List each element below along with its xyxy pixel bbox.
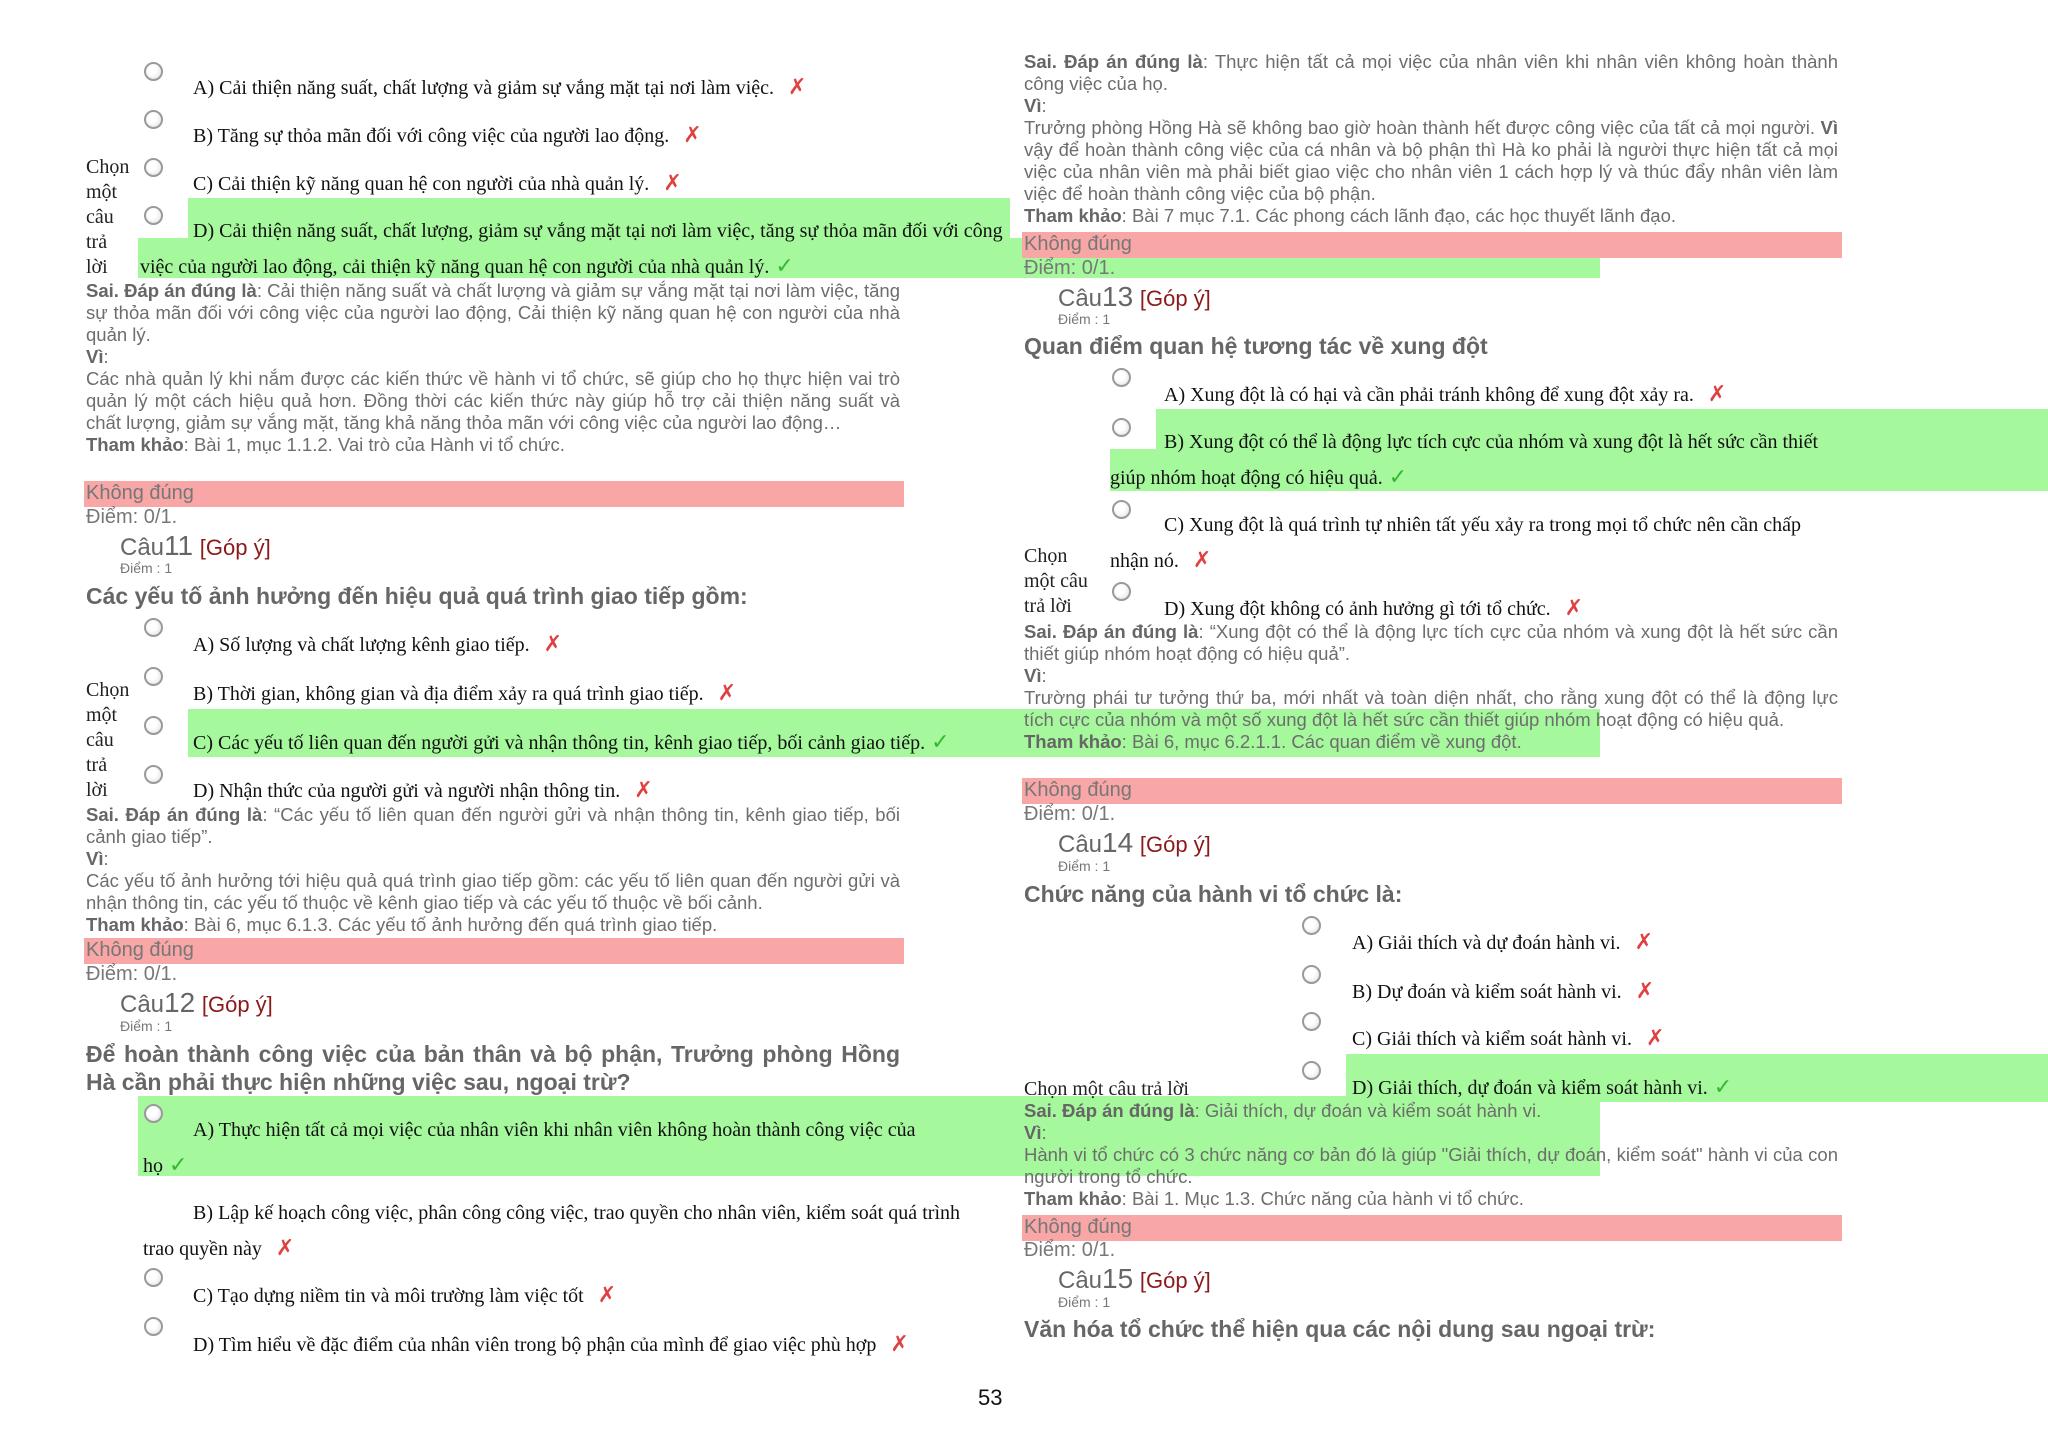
- choose-answer-label: Chọn một câu trả lời: [1024, 1078, 1189, 1100]
- q14-option-b: B) Dự đoán và kiểm soát hành vi. ✗: [1352, 979, 1655, 1004]
- q12-option-d: D) Tìm hiểu về đặc điểm của nhân viên trong bộ phận của mình để giao việc phù hợp ✗: [193, 1332, 909, 1357]
- wrong-mark-icon: ✗: [1635, 979, 1655, 1004]
- points-label: Điểm : 1: [120, 560, 173, 576]
- radio-q12-d[interactable]: [144, 1317, 163, 1336]
- status-text: Không đúng: [86, 482, 194, 504]
- wrong-mark-icon: ✗: [275, 1236, 295, 1261]
- wrong-mark-icon: ✗: [890, 1332, 909, 1357]
- score-text: Điểm: 0/1.: [1024, 803, 1116, 825]
- q12-option-b: B) Lập kế hoạch công việc, phân công công việc, trao quyền cho nhân viên, kiểm soát quá trình trao quyền này ✗: [143, 1202, 960, 1261]
- radio-q11-c[interactable]: [144, 716, 163, 735]
- score-text: Điểm: 0/1.: [1024, 1239, 1116, 1261]
- radio-q14-a[interactable]: [1302, 916, 1321, 935]
- q15-number: Câu15 [Góp ý]: [1058, 1263, 1211, 1294]
- points-label: Điểm : 1: [120, 1018, 173, 1034]
- q14-feedback: Sai. Đáp án đúng là: Giải thích, dự đoán và kiểm soát hành vi. Vì: Hành vi tổ chức có 3 chức năng cơ bản đó là giúp "Giải thích, dự đoán, kiểm soát" hành vi của con người trong tổ chức. Tham khảo: Bài 1. Mục 1.3. Chức năng của hành vi tổ chức.: [1024, 1100, 1838, 1209]
- q11-feedback: Sai. Đáp án đúng là: “Các yếu tố liên quan đến người gửi và nhận thông tin, kênh giao tiếp, bối cảnh giao tiếp”. Vì: Các yếu tố ảnh hưởng tới hiệu quả quá trình giao tiếp gồm: các yếu tố liên quan đến người gửi và nhận thông tin, các yếu tố thuộc về kênh giao tiếp và các yếu tố thuộc về bối cảnh. Tham khảo: Bài 6, mục 6.1.3. Các yếu tố ảnh hưởng đến quá trình giao tiếp.: [86, 804, 900, 935]
- status-text: Không đúng: [1024, 1216, 1132, 1238]
- wrong-mark-icon: ✗: [683, 123, 702, 148]
- q14-title: Chức năng của hành vi tổ chức là:: [1024, 881, 1403, 907]
- q11-option-b: B) Thời gian, không gian và địa điểm xảy ra quá trình giao tiếp. ✗: [193, 681, 737, 706]
- q10-option-b: B) Tăng sự thỏa mãn đối với công việc của người lao động. ✗: [193, 123, 702, 148]
- q14-number: Câu14 [Góp ý]: [1058, 827, 1211, 858]
- radio-q14-d[interactable]: [1302, 1061, 1321, 1080]
- wrong-mark-icon: ✗: [1645, 1026, 1665, 1051]
- q11-number: Câu11 [Góp ý]: [120, 530, 271, 561]
- q13-title: Quan điểm quan hệ tương tác về xung đột: [1024, 333, 1488, 359]
- choose-answer-label: Chọn một câu trả lời: [1024, 545, 1088, 617]
- q13-option-b: B) Xung đột có thể là động lực tích cực của nhóm và xung đột là hết sức cần thiết giúp nhóm hoạt động có hiệu quả. ✓: [1110, 431, 1819, 490]
- radio-q13-d[interactable]: [1112, 582, 1131, 601]
- status-text: Không đúng: [1024, 233, 1132, 255]
- q12-feedback: Sai. Đáp án đúng là: Thực hiện tất cả mọi việc của nhân viên khi nhân viên không hoàn thành công việc của họ. Vì: Trưởng phòng Hồng Hà sẽ không bao giờ hoàn thành hết được công việc của tất cả mọi người. Vì vậy để hoàn thành công việc của cá nhân và bộ phận thì Hà ko phải là người thực hiện tất cả mọi việc của nhân viên mà phải biết giao việc cho nhân viên 1 cách hợp lý và thúc đẩy nhân viên làm việc để hoàn thành công việc của bộ phận. Tham khảo: Bài 7 mục 7.1. Các phong cách lãnh đạo, các học thuyết lãnh đạo.: [1024, 51, 1839, 226]
- points-label: Điểm : 1: [1058, 858, 1111, 874]
- wrong-mark-icon: ✗: [1634, 930, 1653, 955]
- feedback-link[interactable]: [Góp ý]: [1139, 832, 1211, 857]
- radio-q10-a[interactable]: [144, 62, 163, 81]
- q13-option-a: A) Xung đột là có hại và cần phải tránh không để xung đột xảy ra. ✗: [1164, 382, 1727, 407]
- q14-option-a: A) Giải thích và dự đoán hành vi. ✗: [1352, 930, 1653, 955]
- score-text: Điểm: 0/1.: [86, 506, 178, 528]
- status-bar: [1022, 1215, 1842, 1241]
- feedback-link[interactable]: [Góp ý]: [199, 535, 271, 560]
- wrong-mark-icon: ✗: [663, 171, 682, 196]
- wrong-mark-icon: ✗: [717, 681, 737, 706]
- q13-feedback: Sai. Đáp án đúng là: “Xung đột có thể là động lực tích cực của nhóm và xung đột là hết sức cần thiết giúp nhóm hoạt động có hiệu quả”. Vì: Trường phái tư tưởng thứ ba, mới nhất và toàn diện nhất, cho rằng xung đột có thể là động lực tích cực của nhóm và một số xung đột là hết sức cần thiết giúp nhóm hoạt động có hiệu quả. Tham khảo: Bài 6, mục 6.2.1.1. Các quan điểm về xung đột.: [1024, 621, 1838, 752]
- wrong-mark-icon: ✗: [1564, 596, 1584, 621]
- q11-option-d: D) Nhận thức của người gửi và người nhận thông tin. ✗: [193, 778, 653, 803]
- radio-q10-b[interactable]: [144, 110, 163, 129]
- choose-answer-label: Chọn một câu trả lời: [86, 679, 130, 801]
- q13-number: Câu13 [Góp ý]: [1058, 281, 1211, 312]
- q12-number: Câu12 [Góp ý]: [120, 987, 273, 1018]
- status-bar: [84, 938, 904, 964]
- score-text: Điểm: 0/1.: [86, 963, 178, 985]
- wrong-mark-icon: ✗: [788, 75, 807, 100]
- status-bar: [84, 481, 904, 507]
- radio-q14-c[interactable]: [1302, 1012, 1321, 1031]
- status-bar: [1022, 232, 1842, 258]
- radio-q14-b[interactable]: [1302, 965, 1321, 984]
- wrong-mark-icon: ✗: [597, 1283, 617, 1308]
- q11-title: Các yếu tố ảnh hưởng đến hiệu quả quá trình giao tiếp gồm:: [86, 583, 748, 609]
- check-mark-icon: ✓: [931, 730, 950, 755]
- check-mark-icon: ✓: [169, 1153, 188, 1178]
- q12-option-c: C) Tạo dựng niềm tin và môi trường làm việc tốt ✗: [193, 1283, 617, 1308]
- feedback-link[interactable]: [Góp ý]: [201, 992, 273, 1017]
- points-label: Điểm : 1: [1058, 1294, 1111, 1310]
- q14-option-c: C) Giải thích và kiểm soát hành vi. ✗: [1352, 1026, 1665, 1051]
- q12-title: Để hoàn thành công việc của bản thân và bộ phận, Trưởng phòng Hồng Hà cần phải thực hiện những việc sau, ngoại trừ?: [86, 1041, 900, 1095]
- radio-q11-d[interactable]: [144, 765, 163, 784]
- q13-option-d: D) Xung đột không có ảnh hưởng gì tới tổ chức. ✗: [1164, 596, 1584, 621]
- q14-option-d: D) Giải thích, dự đoán và kiểm soát hành vi. ✓: [1352, 1075, 1733, 1100]
- feedback-link[interactable]: [Góp ý]: [1139, 286, 1211, 311]
- wrong-mark-icon: ✗: [1192, 548, 1212, 573]
- status-text: Không đúng: [86, 939, 194, 961]
- wrong-mark-icon: ✗: [543, 632, 563, 657]
- q12-option-a: A) Thực hiện tất cả mọi việc của nhân viên khi nhân viên không hoàn thành công việc của họ ✓: [143, 1119, 916, 1178]
- q10-option-d: D) Cải thiện năng suất, chất lượng, giảm sự vắng mặt tại nơi làm việc, tăng sự thỏa mãn đối với công việc của người lao động, cải thiện kỹ năng quan hệ con người của nhà quản lý. ✓: [140, 220, 1003, 279]
- q10-option-c: C) Cải thiện kỹ năng quan hệ con người của nhà quản lý. ✗: [193, 171, 682, 196]
- radio-q11-a[interactable]: [144, 618, 163, 637]
- q13-option-c: C) Xung đột là quá trình tự nhiên tất yếu xảy ra trong mọi tổ chức nên cần chấp nhận nó. ✗: [1110, 514, 1802, 573]
- q11-option-c: C) Các yếu tố liên quan đến người gửi và nhận thông tin, kênh giao tiếp, bối cảnh giao tiếp. ✓: [193, 730, 950, 755]
- q10-feedback: Sai. Đáp án đúng là: Cải thiện năng suất và chất lượng và giảm sự vắng mặt tại nơi làm việc, tăng sự thỏa mãn đối với công việc của người lao động, Cải thiện kỹ năng quan hệ con người của nhà quản lý. Vì: Các nhà quản lý khi nắm được các kiến thức về hành vi tổ chức, sẽ giúp cho họ thực hiện vai trò quản lý một cách hiệu quả hơn. Đồng thời các kiến thức này giúp hỗ trợ cải thiện năng suất và chất lượng, giảm sự vắng mặt, tăng khả năng thỏa mãn với công việc của người lao động… Tham khảo: Bài 1, mục 1.1.2. Vai trò của Hành vi tổ chức.: [86, 280, 900, 455]
- radio-q11-b[interactable]: [144, 667, 163, 686]
- radio-q12-c[interactable]: [144, 1268, 163, 1287]
- status-text: Không đúng: [1024, 779, 1132, 801]
- q15-title: Văn hóa tổ chức thể hiện qua các nội dung sau ngoại trừ:: [1024, 1316, 1656, 1342]
- radio-q10-c[interactable]: [144, 158, 163, 177]
- points-label: Điểm : 1: [1058, 311, 1111, 327]
- q10-option-a: A) Cải thiện năng suất, chất lượng và giảm sự vắng mặt tại nơi làm việc. ✗: [193, 75, 807, 100]
- wrong-mark-icon: ✗: [1707, 382, 1727, 407]
- check-mark-icon: ✓: [775, 254, 794, 279]
- page-number: 53: [978, 1385, 1003, 1410]
- choose-answer-label: Chọn một câu trả lời: [86, 156, 130, 278]
- check-mark-icon: ✓: [1388, 465, 1408, 490]
- radio-q13-a[interactable]: [1112, 368, 1131, 387]
- score-text: Điểm: 0/1.: [1024, 257, 1116, 279]
- wrong-mark-icon: ✗: [634, 778, 653, 803]
- feedback-link[interactable]: [Góp ý]: [1139, 1268, 1211, 1293]
- q11-option-a: A) Số lượng và chất lượng kênh giao tiếp. ✗: [193, 632, 563, 657]
- check-mark-icon: ✓: [1713, 1075, 1733, 1100]
- status-bar: [1022, 778, 1842, 804]
